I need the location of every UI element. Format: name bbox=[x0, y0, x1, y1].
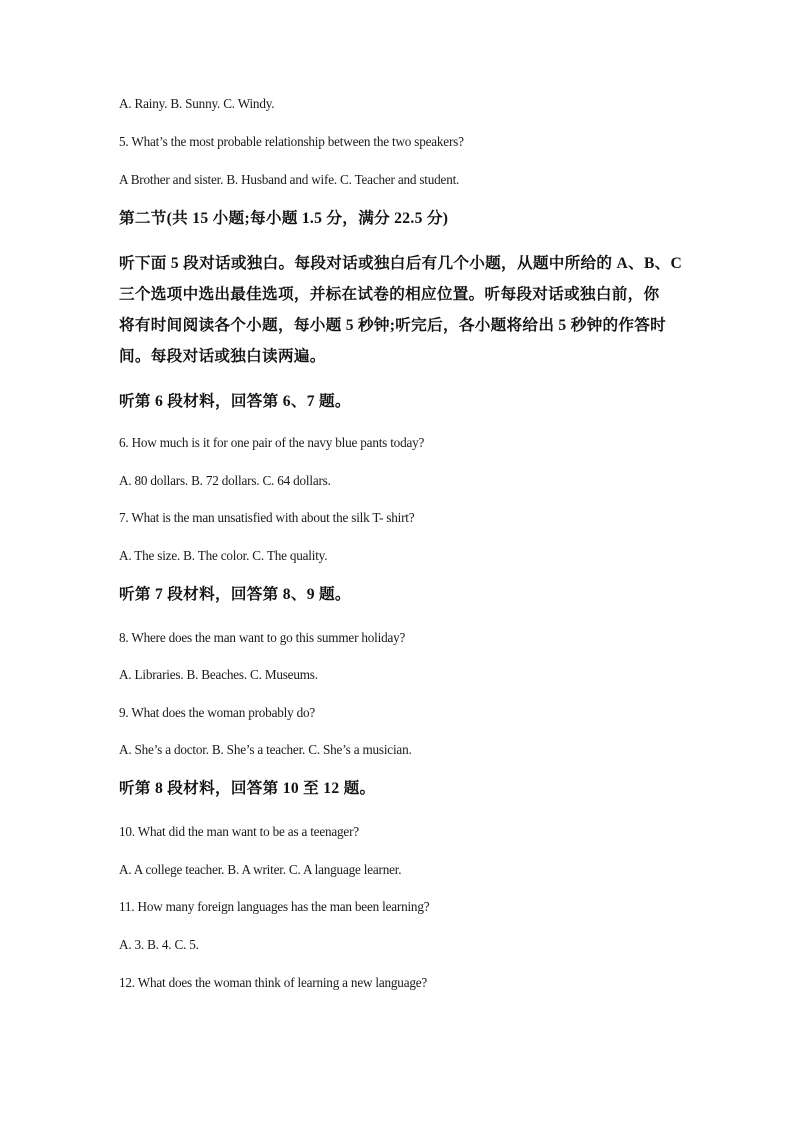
answer-options-q7: A. The size. B. The color. C. The quality. bbox=[119, 548, 328, 563]
question-5: 5. What’s the most probable relationship between the two speakers? bbox=[119, 134, 464, 149]
question-10: 10. What did the man want to be as a teenager? bbox=[119, 824, 359, 839]
passage-8-heading: 听第 8 段材料，回答第 10 至 12 题。 bbox=[119, 780, 376, 797]
question-11: 11. How many foreign languages has the man been learning? bbox=[119, 899, 430, 914]
passage-6-heading: 听第 6 段材料，回答第 6、7 题。 bbox=[119, 393, 351, 410]
instructions-line-2: 三个选项中选出最佳选项，并标在试卷的相应位置。听每段对话或独白前，你 bbox=[119, 286, 660, 303]
answer-options-q11: A. 3. B. 4. C. 5. bbox=[119, 937, 199, 952]
question-9: 9. What does the woman probably do? bbox=[119, 705, 316, 720]
answer-options-q4: A. Rainy. B. Sunny. C. Windy. bbox=[119, 96, 275, 111]
question-8: 8. Where does the man want to go this summer holiday? bbox=[119, 630, 406, 645]
question-6: 6. How much is it for one pair of the navy blue pants today? bbox=[119, 435, 425, 450]
passage-7-heading: 听第 7 段材料，回答第 8、9 题。 bbox=[119, 586, 351, 603]
instructions-line-4: 间。每段对话或独白读两遍。 bbox=[119, 348, 326, 365]
instructions-line-1: 听下面 5 段对话或独白。每段对话或独白后有几个小题，从题中所给的 A、B、C bbox=[119, 255, 683, 272]
answer-options-q10: A. A college teacher. B. A writer. C. A language learner. bbox=[119, 862, 402, 877]
question-7: 7. What is the man unsatisfied with about the silk T- shirt? bbox=[119, 510, 415, 525]
section-2-heading: 第二节(共 15 小题;每小题 1.5 分，满分 22.5 分) bbox=[119, 210, 449, 227]
answer-options-q5: A Brother and sister. B. Husband and wife. C. Teacher and student. bbox=[119, 172, 460, 187]
question-12: 12. What does the woman think of learning a new language? bbox=[119, 975, 428, 990]
answer-options-q9: A. She’s a doctor. B. She’s a teacher. C. She’s a musician. bbox=[119, 742, 412, 757]
instructions-line-3: 将有时间阅读各个小题，每小题 5 秒钟;听完后，各小题将给出 5 秒钟的作答时 bbox=[119, 317, 667, 334]
answer-options-q6: A. 80 dollars. B. 72 dollars. C. 64 dollars. bbox=[119, 473, 331, 488]
answer-options-q8: A. Libraries. B. Beaches. C. Museums. bbox=[119, 667, 318, 682]
